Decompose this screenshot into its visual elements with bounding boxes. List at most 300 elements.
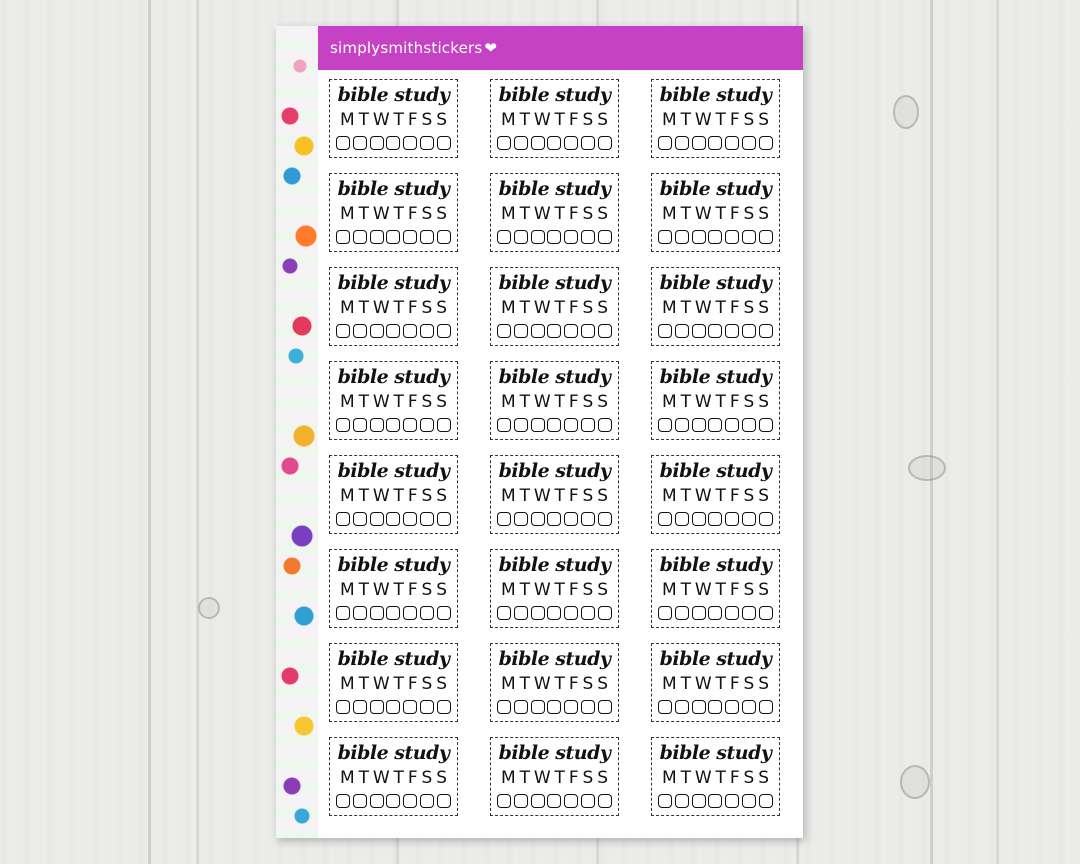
- checkbox-square-icon: [658, 512, 672, 526]
- weekday-label: S: [597, 204, 608, 224]
- weekday-row: [662, 768, 769, 788]
- weekday-label: F: [729, 486, 740, 506]
- weekday-label: S: [597, 768, 608, 788]
- sticker: [329, 79, 458, 158]
- sticker-title: bible study: [498, 366, 611, 388]
- weekday-row: [340, 298, 447, 318]
- weekday-row: [340, 768, 447, 788]
- weekday-label: T: [715, 768, 726, 788]
- checkbox-row: [336, 700, 451, 714]
- checkbox-square-icon: [353, 230, 367, 244]
- checkbox-square-icon: [708, 136, 722, 150]
- weekday-label: M: [662, 204, 677, 224]
- weekday-label: S: [436, 204, 447, 224]
- sticker: [651, 79, 780, 158]
- checkbox-square-icon: [708, 512, 722, 526]
- checkbox-square-icon: [742, 418, 756, 432]
- weekday-label: T: [715, 580, 726, 600]
- checkbox-square-icon: [759, 136, 773, 150]
- checkbox-square-icon: [564, 324, 578, 338]
- checkbox-row: [336, 324, 451, 338]
- checkbox-row: [336, 794, 451, 808]
- checkbox-square-icon: [692, 230, 706, 244]
- checkbox-square-icon: [437, 794, 451, 808]
- weekday-label: T: [519, 486, 530, 506]
- checkbox-square-icon: [759, 700, 773, 714]
- checkbox-square-icon: [403, 418, 417, 432]
- checkbox-square-icon: [531, 324, 545, 338]
- checkbox-square-icon: [742, 794, 756, 808]
- weekday-label: S: [758, 768, 769, 788]
- checkbox-square-icon: [514, 512, 528, 526]
- weekday-label: W: [372, 392, 390, 412]
- weekday-label: F: [407, 110, 418, 130]
- sticker-title: bible study: [337, 366, 450, 388]
- sticker-grid: [329, 79, 795, 816]
- checkbox-square-icon: [675, 512, 689, 526]
- checkbox-square-icon: [725, 324, 739, 338]
- weekday-label: W: [533, 674, 551, 694]
- checkbox-square-icon: [437, 418, 451, 432]
- checkbox-square-icon: [370, 606, 384, 620]
- weekday-label: S: [582, 110, 594, 130]
- checkbox-square-icon: [336, 230, 350, 244]
- checkbox-square-icon: [370, 230, 384, 244]
- sticker: [329, 549, 458, 628]
- sticker: [651, 173, 780, 252]
- weekday-label: S: [582, 392, 594, 412]
- checkbox-row: [497, 794, 612, 808]
- checkbox-square-icon: [725, 606, 739, 620]
- sticker-title: bible study: [337, 554, 450, 576]
- sticker-title: bible study: [659, 742, 772, 764]
- weekday-label: W: [372, 298, 390, 318]
- weekday-label: F: [729, 768, 740, 788]
- checkbox-square-icon: [742, 136, 756, 150]
- weekday-label: F: [729, 674, 740, 694]
- sticker-title: bible study: [498, 84, 611, 106]
- sticker-title: bible study: [337, 178, 450, 200]
- weekday-label: T: [715, 298, 726, 318]
- weekday-label: W: [533, 298, 551, 318]
- weekday-label: T: [715, 392, 726, 412]
- checkbox-square-icon: [759, 512, 773, 526]
- weekday-label: T: [393, 486, 404, 506]
- sticker: [329, 455, 458, 534]
- weekday-label: W: [694, 580, 712, 600]
- checkbox-row: [497, 418, 612, 432]
- weekday-label: S: [436, 110, 447, 130]
- weekday-label: T: [554, 768, 565, 788]
- weekday-label: S: [743, 392, 755, 412]
- weekday-label: S: [597, 298, 608, 318]
- weekday-label: T: [358, 580, 369, 600]
- weekday-label: F: [568, 110, 579, 130]
- checkbox-square-icon: [531, 136, 545, 150]
- checkbox-square-icon: [497, 230, 511, 244]
- checkbox-square-icon: [497, 512, 511, 526]
- weekday-label: M: [340, 298, 355, 318]
- weekday-label: S: [743, 204, 755, 224]
- sticker: [490, 455, 619, 534]
- weekday-label: M: [501, 674, 516, 694]
- sticker-title: bible study: [659, 366, 772, 388]
- checkbox-square-icon: [531, 606, 545, 620]
- weekday-label: T: [358, 768, 369, 788]
- sticker: [329, 361, 458, 440]
- weekday-label: M: [501, 580, 516, 600]
- weekday-label: S: [582, 674, 594, 694]
- weekday-label: F: [568, 392, 579, 412]
- weekday-label: F: [568, 768, 579, 788]
- sticker-title: bible study: [337, 84, 450, 106]
- checkbox-square-icon: [353, 794, 367, 808]
- weekday-row: [501, 204, 608, 224]
- sticker-sheet: [276, 26, 803, 838]
- checkbox-square-icon: [708, 418, 722, 432]
- weekday-row: [662, 674, 769, 694]
- checkbox-square-icon: [675, 324, 689, 338]
- weekday-label: M: [662, 486, 677, 506]
- weekday-label: S: [758, 204, 769, 224]
- weekday-label: T: [715, 204, 726, 224]
- weekday-label: T: [519, 392, 530, 412]
- checkbox-row: [497, 324, 612, 338]
- weekday-label: F: [407, 298, 418, 318]
- weekday-label: F: [568, 204, 579, 224]
- weekday-label: F: [729, 392, 740, 412]
- weekday-label: S: [421, 110, 433, 130]
- weekday-label: T: [554, 486, 565, 506]
- checkbox-square-icon: [497, 418, 511, 432]
- checkbox-square-icon: [598, 136, 612, 150]
- weekday-label: T: [393, 580, 404, 600]
- checkbox-square-icon: [581, 794, 595, 808]
- checkbox-square-icon: [386, 700, 400, 714]
- weekday-label: M: [501, 486, 516, 506]
- checkbox-square-icon: [581, 700, 595, 714]
- checkbox-square-icon: [725, 136, 739, 150]
- weekday-label: S: [758, 392, 769, 412]
- sticker: [490, 643, 619, 722]
- weekday-label: S: [743, 580, 755, 600]
- sticker-title: bible study: [498, 648, 611, 670]
- checkbox-row: [658, 418, 773, 432]
- checkbox-square-icon: [336, 700, 350, 714]
- weekday-label: M: [340, 768, 355, 788]
- sticker-title: bible study: [337, 460, 450, 482]
- weekday-label: S: [421, 674, 433, 694]
- weekday-row: [340, 392, 447, 412]
- checkbox-square-icon: [692, 324, 706, 338]
- checkbox-square-icon: [658, 136, 672, 150]
- checkbox-square-icon: [564, 230, 578, 244]
- checkbox-row: [497, 512, 612, 526]
- weekday-label: S: [421, 392, 433, 412]
- checkbox-row: [658, 794, 773, 808]
- weekday-label: T: [393, 298, 404, 318]
- checkbox-square-icon: [708, 700, 722, 714]
- weekday-row: [501, 486, 608, 506]
- weekday-label: T: [680, 486, 691, 506]
- checkbox-square-icon: [336, 512, 350, 526]
- checkbox-square-icon: [420, 606, 434, 620]
- checkbox-square-icon: [497, 324, 511, 338]
- weekday-label: M: [340, 110, 355, 130]
- checkbox-row: [497, 136, 612, 150]
- weekday-label: M: [501, 768, 516, 788]
- checkbox-square-icon: [759, 324, 773, 338]
- weekday-row: [340, 110, 447, 130]
- checkbox-square-icon: [564, 512, 578, 526]
- checkbox-square-icon: [547, 136, 561, 150]
- weekday-label: S: [436, 768, 447, 788]
- weekday-label: W: [694, 392, 712, 412]
- checkbox-square-icon: [742, 700, 756, 714]
- checkbox-square-icon: [692, 606, 706, 620]
- sticker-title: bible study: [659, 460, 772, 482]
- sticker: [329, 173, 458, 252]
- checkbox-square-icon: [598, 700, 612, 714]
- weekday-label: M: [501, 298, 516, 318]
- checkbox-square-icon: [386, 606, 400, 620]
- sticker: [490, 79, 619, 158]
- sticker: [651, 643, 780, 722]
- checkbox-square-icon: [598, 512, 612, 526]
- weekday-label: M: [340, 674, 355, 694]
- weekday-label: T: [554, 392, 565, 412]
- weekday-label: T: [393, 204, 404, 224]
- sticker-title: bible study: [498, 460, 611, 482]
- weekday-row: [501, 580, 608, 600]
- checkbox-square-icon: [598, 230, 612, 244]
- weekday-label: T: [715, 110, 726, 130]
- checkbox-square-icon: [742, 324, 756, 338]
- weekday-label: T: [358, 204, 369, 224]
- sticker: [490, 361, 619, 440]
- checkbox-square-icon: [514, 136, 528, 150]
- sticker: [329, 267, 458, 346]
- checkbox-square-icon: [658, 230, 672, 244]
- checkbox-square-icon: [514, 700, 528, 714]
- checkbox-square-icon: [675, 794, 689, 808]
- weekday-label: T: [680, 392, 691, 412]
- checkbox-square-icon: [420, 230, 434, 244]
- checkbox-square-icon: [386, 230, 400, 244]
- checkbox-square-icon: [742, 230, 756, 244]
- checkbox-square-icon: [725, 230, 739, 244]
- weekday-label: T: [358, 674, 369, 694]
- sticker: [490, 173, 619, 252]
- checkbox-square-icon: [336, 794, 350, 808]
- checkbox-square-icon: [514, 794, 528, 808]
- sticker-title: bible study: [659, 272, 772, 294]
- checkbox-square-icon: [675, 606, 689, 620]
- checkbox-row: [336, 606, 451, 620]
- sticker-title: bible study: [337, 648, 450, 670]
- checkbox-square-icon: [759, 230, 773, 244]
- weekday-label: S: [597, 674, 608, 694]
- checkbox-square-icon: [370, 136, 384, 150]
- checkbox-row: [658, 606, 773, 620]
- checkbox-square-icon: [725, 512, 739, 526]
- checkbox-square-icon: [353, 136, 367, 150]
- weekday-label: S: [743, 486, 755, 506]
- sticker: [490, 267, 619, 346]
- weekday-label: S: [743, 768, 755, 788]
- checkbox-square-icon: [547, 794, 561, 808]
- weekday-label: W: [694, 486, 712, 506]
- weekday-label: T: [715, 486, 726, 506]
- weekday-label: M: [662, 392, 677, 412]
- checkbox-square-icon: [547, 230, 561, 244]
- checkbox-square-icon: [353, 700, 367, 714]
- checkbox-square-icon: [403, 512, 417, 526]
- weekday-label: S: [421, 204, 433, 224]
- checkbox-square-icon: [531, 230, 545, 244]
- checkbox-square-icon: [437, 230, 451, 244]
- weekday-label: M: [662, 768, 677, 788]
- checkbox-square-icon: [675, 136, 689, 150]
- checkbox-square-icon: [437, 700, 451, 714]
- checkbox-row: [336, 136, 451, 150]
- weekday-label: M: [340, 486, 355, 506]
- weekday-label: W: [372, 768, 390, 788]
- checkbox-square-icon: [581, 136, 595, 150]
- weekday-label: F: [407, 486, 418, 506]
- weekday-label: M: [662, 580, 677, 600]
- checkbox-square-icon: [403, 700, 417, 714]
- weekday-label: W: [372, 580, 390, 600]
- weekday-label: S: [582, 298, 594, 318]
- brand-header: [318, 26, 803, 70]
- checkbox-square-icon: [658, 418, 672, 432]
- weekday-label: T: [680, 204, 691, 224]
- checkbox-square-icon: [420, 324, 434, 338]
- checkbox-square-icon: [675, 230, 689, 244]
- weekday-label: S: [597, 486, 608, 506]
- checkbox-square-icon: [531, 418, 545, 432]
- weekday-row: [662, 392, 769, 412]
- weekday-label: S: [582, 580, 594, 600]
- weekday-label: F: [407, 392, 418, 412]
- checkbox-square-icon: [420, 794, 434, 808]
- weekday-row: [662, 110, 769, 130]
- checkbox-square-icon: [420, 512, 434, 526]
- checkbox-square-icon: [353, 324, 367, 338]
- checkbox-square-icon: [759, 794, 773, 808]
- weekday-row: [501, 298, 608, 318]
- weekday-label: W: [372, 486, 390, 506]
- weekday-row: [501, 768, 608, 788]
- weekday-label: T: [680, 298, 691, 318]
- weekday-label: F: [407, 580, 418, 600]
- weekday-label: S: [421, 768, 433, 788]
- weekday-label: T: [358, 486, 369, 506]
- weekday-label: S: [758, 486, 769, 506]
- checkbox-square-icon: [725, 794, 739, 808]
- weekday-label: W: [533, 392, 551, 412]
- weekday-label: W: [533, 486, 551, 506]
- sticker: [651, 549, 780, 628]
- weekday-label: M: [340, 392, 355, 412]
- weekday-label: M: [662, 674, 677, 694]
- sticker: [490, 549, 619, 628]
- checkbox-square-icon: [437, 324, 451, 338]
- weekday-row: [340, 674, 447, 694]
- checkbox-square-icon: [514, 418, 528, 432]
- checkbox-square-icon: [437, 136, 451, 150]
- checkbox-square-icon: [692, 700, 706, 714]
- weekday-label: W: [372, 674, 390, 694]
- checkbox-square-icon: [581, 606, 595, 620]
- checkbox-square-icon: [420, 418, 434, 432]
- checkbox-row: [336, 418, 451, 432]
- weekday-label: S: [597, 392, 608, 412]
- checkbox-square-icon: [420, 700, 434, 714]
- weekday-label: S: [436, 486, 447, 506]
- checkbox-square-icon: [336, 418, 350, 432]
- checkbox-square-icon: [581, 324, 595, 338]
- weekday-label: T: [358, 392, 369, 412]
- checkbox-square-icon: [759, 418, 773, 432]
- weekday-row: [662, 486, 769, 506]
- weekday-label: S: [743, 674, 755, 694]
- weekday-label: T: [554, 674, 565, 694]
- checkbox-row: [336, 230, 451, 244]
- weekday-row: [662, 580, 769, 600]
- checkbox-square-icon: [370, 700, 384, 714]
- weekday-label: W: [694, 674, 712, 694]
- checkbox-square-icon: [420, 136, 434, 150]
- weekday-label: T: [519, 204, 530, 224]
- sticker: [651, 737, 780, 816]
- sticker-title: bible study: [659, 178, 772, 200]
- checkbox-square-icon: [675, 700, 689, 714]
- checkbox-square-icon: [658, 606, 672, 620]
- checkbox-square-icon: [370, 512, 384, 526]
- sticker-title: bible study: [498, 554, 611, 576]
- weekday-row: [501, 392, 608, 412]
- weekday-label: T: [519, 580, 530, 600]
- weekday-label: F: [568, 674, 579, 694]
- weekday-label: T: [554, 580, 565, 600]
- weekday-label: S: [758, 674, 769, 694]
- checkbox-square-icon: [547, 418, 561, 432]
- sticker-title: bible study: [659, 554, 772, 576]
- checkbox-square-icon: [598, 418, 612, 432]
- checkbox-square-icon: [564, 794, 578, 808]
- weekday-label: S: [758, 580, 769, 600]
- checkbox-row: [497, 230, 612, 244]
- weekday-label: T: [554, 204, 565, 224]
- weekday-label: T: [393, 768, 404, 788]
- checkbox-square-icon: [708, 606, 722, 620]
- weekday-label: W: [694, 298, 712, 318]
- weekday-label: T: [715, 674, 726, 694]
- checkbox-square-icon: [564, 136, 578, 150]
- sticker: [651, 267, 780, 346]
- checkbox-square-icon: [598, 324, 612, 338]
- weekday-label: S: [436, 674, 447, 694]
- weekday-label: W: [694, 768, 712, 788]
- checkbox-square-icon: [353, 418, 367, 432]
- checkbox-square-icon: [437, 512, 451, 526]
- checkbox-square-icon: [370, 324, 384, 338]
- checkbox-square-icon: [336, 606, 350, 620]
- checkbox-square-icon: [531, 700, 545, 714]
- weekday-label: T: [519, 674, 530, 694]
